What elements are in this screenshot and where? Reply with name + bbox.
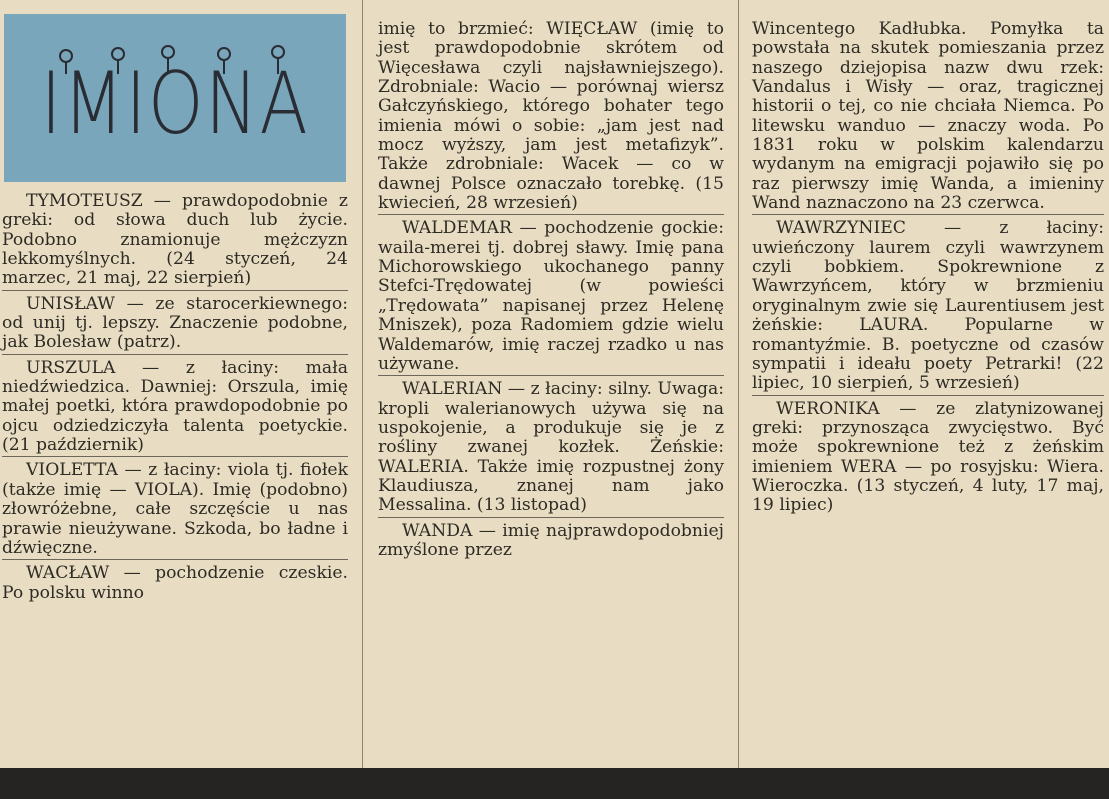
divider <box>2 290 348 291</box>
divider <box>752 214 1104 215</box>
column-1 <box>2 0 348 603</box>
entry-tymoteusz: TYMOTEUSZ — prawdopodobnie z greki: od słowa duch lub życie. Podobno znamionuje mężczyzn lekkomyślnych. (24 styczeń, 24 marzec, 21 maj, 22 sierpień) <box>2 191 348 289</box>
column-separator <box>362 0 363 770</box>
divider <box>2 456 348 457</box>
header-banner <box>4 14 346 182</box>
header-title: IMIONA <box>40 54 310 154</box>
column-3 <box>752 0 1104 516</box>
entry-unislaw: UNISŁAW — ze starocerkiewnego: od unij tj. lepszy. Znaczenie podobne, jak Bolesław (patrz). <box>2 293 348 353</box>
entry-waldemar: WALDEMAR — pochodzenie gockie: waila-merei tj. dobrej sławy. Imię pana Michorowskiego ukochanego panny Stefci-Trędowatej (w powieści „Trędowata” napisanej przez Helenę Mniszek), poza Radomiem gdzie wielu Waldemarów, imię raczej rzadko u nas używane. <box>378 218 724 374</box>
entry-urszula: URSZULA — z łaciny: mała niedźwiedzica. Dawniej: Orszula, imię małej poetki, która prawdopodobnie po ojcu odziedziczyła talenta poetyckie. (21 październik) <box>2 357 348 456</box>
scan-edge-band <box>0 768 1109 799</box>
divider <box>2 559 348 560</box>
divider <box>752 395 1104 396</box>
entry-wanda: WANDA — imię najprawdopodobniej zmyślone przez <box>378 520 724 560</box>
divider <box>2 354 348 355</box>
entry-violetta: VIOLETTA — z łaciny: viola tj. fiołek (także imię — VIOLA). Imię (podobno) złowróżebne, całe szczęście u nas prawie nieużywane. Szkoda, bo ładne i dźwięczne. <box>2 460 348 558</box>
entry-walerian: WALERIAN — z łaciny: silny. Uwaga: kropli walerianowych używa się na uspokojenie, a produkuje się je z rośliny zwanej kozłek. Żeńskie: WALERIA. Także imię rozpustnej żony Klaudiusza, znanej nam jako Messalina. (13 listopad) <box>378 379 724 516</box>
entry-wanda-continued: Wincentego Kadłubka. Pomyłka ta powstała na skutek pomieszania przez naszego dziejopisa nazw dwu rzek: Vandalus i Wisły — oraz, tragicznej historii o tej, co nie chciała Niemca. Po litewsku wanduo — znaczy woda. Po 1831 roku w polskim kalendarzu wydanym na emigracji pojawiło się po raz pierwszy imię Wanda, a imieniny Wand naznaczono na 23 czerwca. <box>752 19 1104 214</box>
entry-weronika: WERONIKA — ze zlatynizowanej greki: przynosząca zwycięstwo. Być może spokrewnione też z żeńskim imieniem WERA — po rosyjsku: Wiera. Wieroczka. (13 styczeń, 4 luty, 17 maj, 19 lipiec) <box>752 398 1104 516</box>
column-separator <box>738 0 739 770</box>
entry-waclaw: WACŁAW — pochodzenie czeskie. Po polsku winno <box>2 563 348 603</box>
entry-waclaw-continued: imię to brzmieć: WIĘCŁAW (imię to jest prawdopodobnie skrótem od Więcesława czyli najsławniejszego). Zdrobniale: Wacio — porównaj wiersz Gałczyńskiego, którego bohater tego imienia mówi o sobie: „jam jest nad mocz wyższy, jam jest metafizyk”. Także zdrobniale: Wacek — co w dawnej Polsce oznaczało torebkę. (15 kwiecień, 28 wrzesień) <box>378 19 724 214</box>
divider <box>378 214 724 215</box>
divider <box>378 375 724 376</box>
entry-wawrzyniec: WAWRZYNIEC — z łaciny: uwieńczony laurem czyli wawrzynem czyli bobkiem. Spokrewnione z Wawrzyńcem, który w brzmieniu oryginalnym zwie się Laurentiusem jest żeńskie: LAURA. Popularne w romantyźmie. B. poetyczne od czasów sympatii i ideału poety Petrarki! (22 lipiec, 10 sierpień, 5 wrzesień) <box>752 218 1104 394</box>
divider <box>378 517 724 518</box>
column-2 <box>378 0 724 560</box>
